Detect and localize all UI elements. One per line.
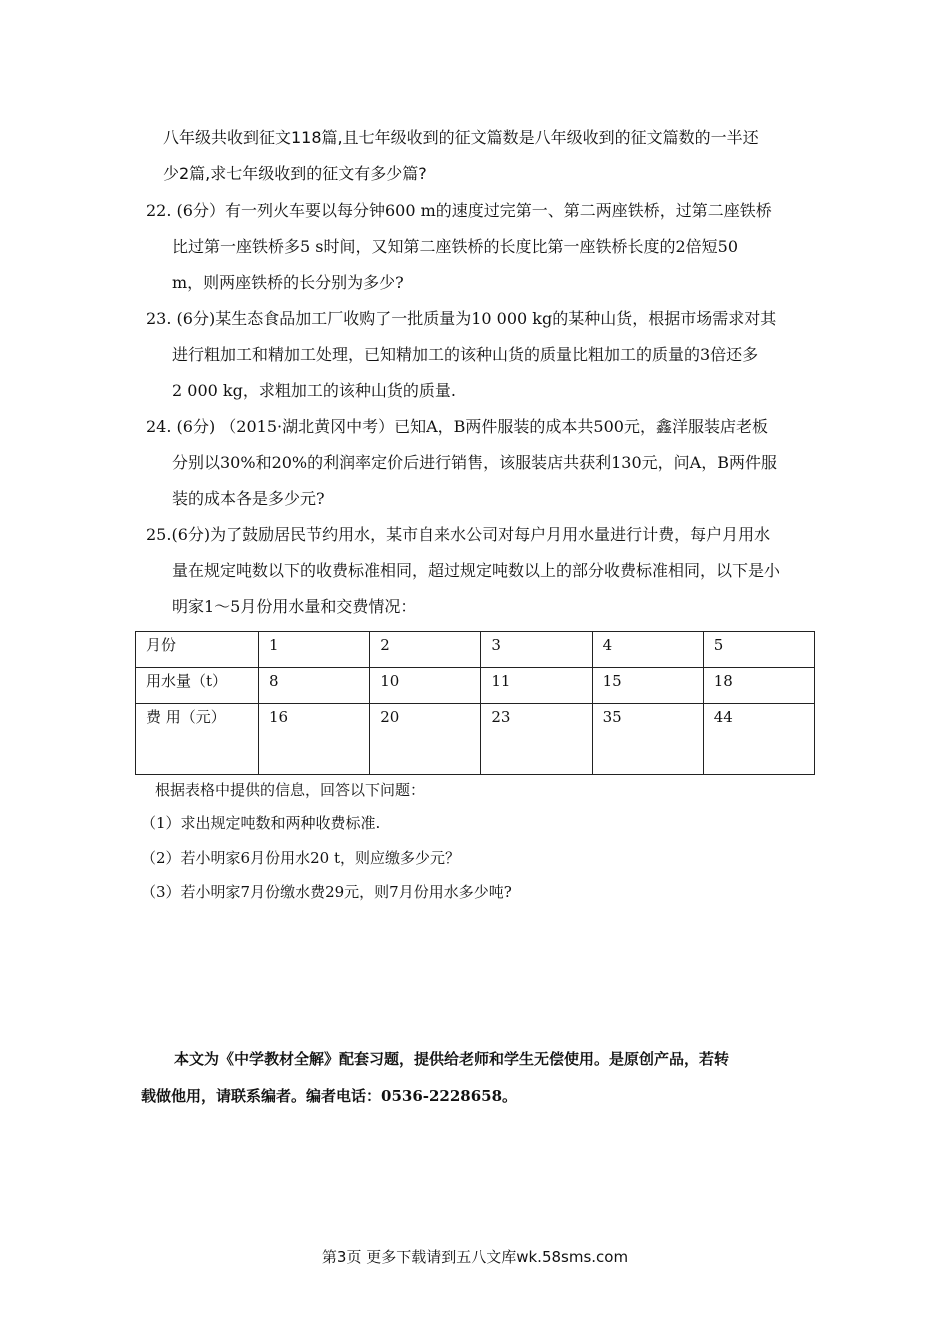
table-row bbox=[136, 704, 815, 775]
text-line-2: 少2篇,求七年级收到的征文有多少篇? bbox=[163, 164, 427, 183]
question-22-line-2: 比过第一座铁桥多5 s时间，又知第二座铁桥的长度比第一座铁桥长度的2倍短50 bbox=[172, 237, 739, 256]
question-25-line-1: 25.(6分)为了鼓励居民节约用水，某市自来水公司对每户月用水量进行计费，每户月用水 bbox=[146, 525, 771, 544]
table-cell: 11 bbox=[481, 668, 592, 704]
question-23-line-2: 进行粗加工和精加工处理，已知精加工的该种山货的质量比粗加工的质量的3倍还多 bbox=[172, 345, 759, 364]
water-usage-table bbox=[135, 631, 815, 775]
sub-question-3: （3）若小明家7月份缴水费29元，则7月份用水多少吨? bbox=[141, 883, 512, 901]
table-cell: 10 bbox=[370, 668, 481, 704]
table-cell: 16 bbox=[259, 704, 370, 775]
table-cell: 3 bbox=[481, 632, 592, 668]
table-cell: 8 bbox=[259, 668, 370, 704]
copyright-note-line-1: 本文为《中学教材全解》配套习题，提供给老师和学生无偿使用。是原创产品，若转 bbox=[174, 1050, 730, 1068]
table-cell: 5 bbox=[703, 632, 814, 668]
text-line-1: 八年级共收到征文118篇,且七年级收到的征文篇数是八年级收到的征文篇数的一半还 bbox=[163, 128, 759, 147]
question-24-line-2: 分别以30%和20%的利润率定价后进行销售，该服装店共获利130元，问A，B两件服 bbox=[172, 453, 777, 472]
copyright-note-line-2: 载做他用，请联系编者。编者电话：0536-2228658。 bbox=[141, 1087, 518, 1105]
table-cell: 20 bbox=[370, 704, 481, 775]
question-22-line-3: m，则两座铁桥的长分别为多少? bbox=[172, 273, 404, 292]
table-cell: 23 bbox=[481, 704, 592, 775]
table-cell: 35 bbox=[592, 704, 703, 775]
table-row bbox=[136, 632, 815, 668]
row-label-fee: 费 用（元） bbox=[136, 704, 259, 775]
question-23-line-1: 23. (6分)某生态食品加工厂收购了一批质量为10 000 kg的某种山货，根据市场需求对其 bbox=[146, 309, 777, 328]
sub-question-1: （1）求出规定吨数和两种收费标准. bbox=[141, 814, 381, 832]
question-23-line-3: 2 000 kg，求粗加工的该种山货的质量. bbox=[172, 381, 456, 400]
table-row bbox=[136, 668, 815, 704]
question-25-line-2: 量在规定吨数以下的收费标准相同，超过规定吨数以上的部分收费标准相同，以下是小 bbox=[172, 561, 781, 580]
row-label-water: 用水量（t） bbox=[136, 668, 259, 704]
question-24-line-3: 装的成本各是多少元? bbox=[172, 489, 325, 508]
table-cell: 4 bbox=[592, 632, 703, 668]
page-footer: 第3页 更多下载请到五八文库wk.58sms.com bbox=[321, 1248, 629, 1266]
table-cell: 1 bbox=[259, 632, 370, 668]
question-25-line-3: 明家1～5月份用水量和交费情况： bbox=[172, 597, 417, 616]
question-24-line-1: 24. (6分) （2015·湖北黄冈中考）已知A，B两件服装的成本共500元，鑫洋服装店老板 bbox=[146, 417, 768, 436]
sub-question-2: （2）若小明家6月份用水20 t，则应缴多少元？ bbox=[141, 849, 460, 867]
row-label-month: 月份 bbox=[136, 632, 259, 668]
table-followup: 根据表格中提供的信息，回答以下问题： bbox=[155, 781, 426, 799]
table-cell: 18 bbox=[703, 668, 814, 704]
table-cell: 15 bbox=[592, 668, 703, 704]
question-22-line-1: 22. (6分）有一列火车要以每分钟600 m的速度过完第一、第二两座铁桥，过第二座铁桥 bbox=[146, 201, 772, 220]
table-cell: 2 bbox=[370, 632, 481, 668]
table-cell: 44 bbox=[703, 704, 814, 775]
